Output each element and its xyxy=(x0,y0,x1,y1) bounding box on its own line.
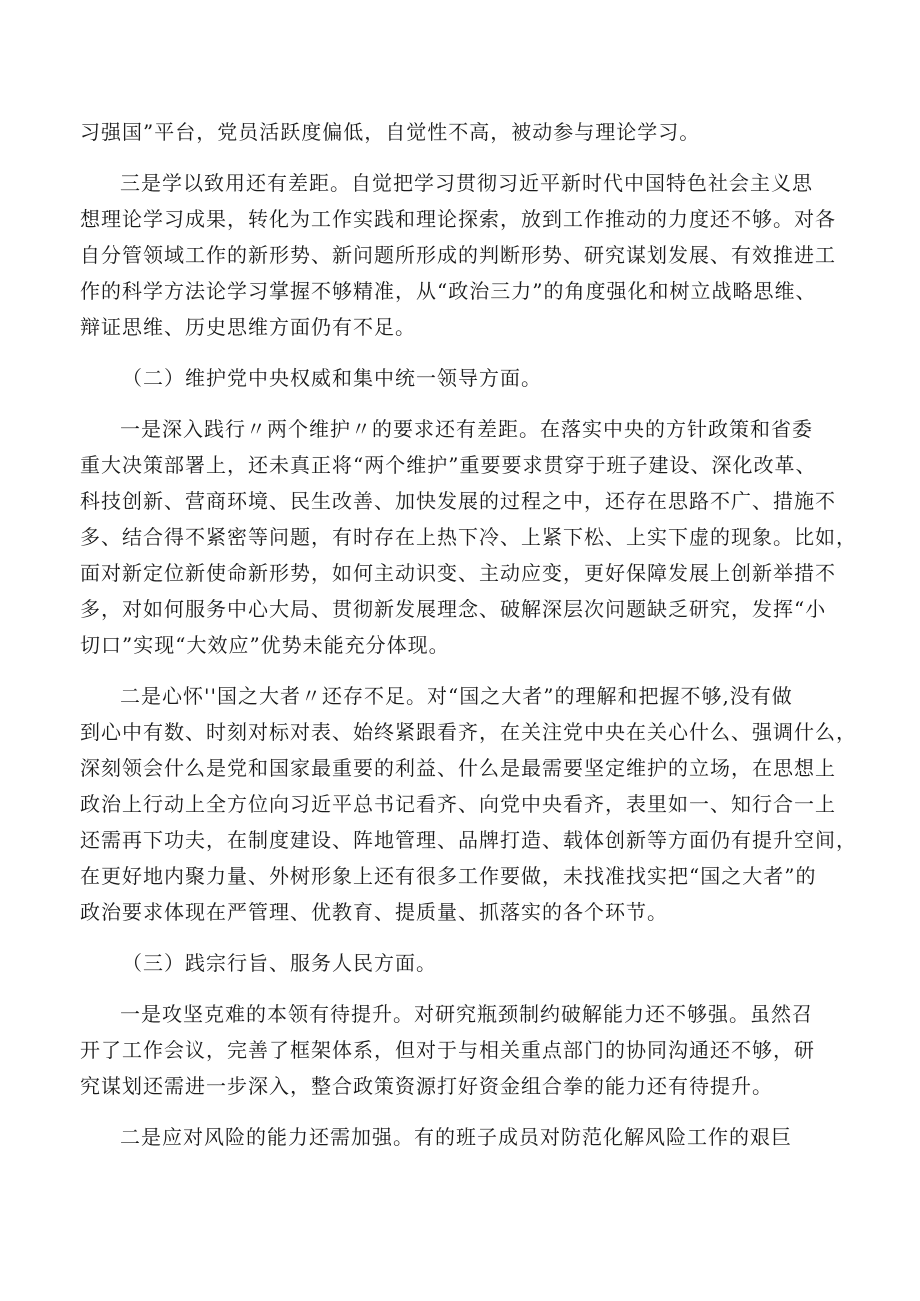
paragraph xyxy=(80,1119,860,1155)
text-line: 面对新定位新使命新形势，如何主动识变、主动应变，更好保障发展上创新举措不 xyxy=(80,561,836,585)
paragraph-gap xyxy=(80,1104,860,1119)
paragraph-gap xyxy=(80,150,860,165)
paragraph-gap xyxy=(80,930,860,945)
text-line: 想理论学习成果，转化为工作实践和理论探索，放到工作推动的力度还不够。对各 xyxy=(80,207,836,231)
paragraph-gap xyxy=(80,663,860,678)
paragraph-gap xyxy=(80,981,860,996)
text-line: 习强国”平台，党员活跃度偏低，自觉性不高，被动参与理论学习。 xyxy=(80,120,701,144)
text-line: 一是攻坚克难的本领有待提升。对研究瓶颈制约破解能力还不够强。虽然召 xyxy=(120,1002,813,1026)
text-line: （二）维护党中央权威和集中统一领导方面。 xyxy=(122,366,542,390)
paragraph xyxy=(80,114,860,150)
document-body xyxy=(80,114,860,1155)
text-line: 三是学以致用还有差距。自觉把学习贯彻习近平新时代中国特色社会主义思 xyxy=(120,171,813,195)
text-line: 切口”实现“大效应”优势未能充分体现。 xyxy=(80,633,450,657)
text-line: 政治上行动上全方位向习近平总书记看齐、向党中央看齐，表里如一、知行合一上 xyxy=(80,792,836,816)
text-line: 政治要求体现在严管理、优教育、提质量、抓落实的各个环节。 xyxy=(80,900,668,924)
text-line: 科技创新、营商环境、民生改善、加快发展的过程之中，还存在思路不广、措施不 xyxy=(80,489,836,513)
text-line: 作的科学方法论学习掌握不够精准，从“政治三力”的角度强化和树立战略思维、 xyxy=(80,279,817,303)
section-heading xyxy=(80,360,860,396)
paragraph xyxy=(80,996,860,1104)
paragraph xyxy=(80,678,860,930)
text-line: 深刻领会什么是党和国家最重要的利益、什么是最需要坚定维护的立场，在思想上 xyxy=(80,756,836,780)
text-line: 重大决策部署上，还未真正将“两个维护”重要要求贯穿于班子建设、深化改革、 xyxy=(80,453,817,477)
text-line: 多，对如何服务中心大局、贯彻新发展理念、破解深层次问题缺乏研究，发挥“小 xyxy=(80,597,827,621)
text-line: 辩证思维、历史思维方面仍有不足。 xyxy=(80,315,416,339)
text-line: 二是心怀''国之大者〃还存不足。对“国之大者”的理解和把握不够,没有做 xyxy=(120,684,793,708)
text-line: （三）践宗行旨、服务人民方面。 xyxy=(122,951,437,975)
section-heading xyxy=(80,945,860,981)
text-line: 二是应对风险的能力还需加强。有的班子成员对防范化解风险工作的艰巨 xyxy=(120,1125,792,1149)
paragraph xyxy=(80,411,860,663)
text-line: 多、结合得不紧密等问题，有时存在上热下冷、上紧下松、上实下虚的现象。比如， xyxy=(80,525,857,549)
paragraph-gap xyxy=(80,345,860,360)
text-line: 在更好地内聚力量、外树形象上还有很多工作要做，未找准找实把“国之大者”的 xyxy=(80,864,817,888)
paragraph-gap xyxy=(80,396,860,411)
text-line: 开了工作会议，完善了框架体系，但对于与相关重点部门的协同沟通还不够，研 xyxy=(80,1038,815,1062)
text-line: 一是深入践行〃两个维护〃的要求还有差距。在落实中央的方针政策和省委 xyxy=(120,417,813,441)
text-line: 到心中有数、时刻对标对表、始终紧跟看齐，在关注党中央在关心什么、强调什么， xyxy=(80,720,857,744)
text-line: 自分管领域工作的新形势、新问题所形成的判断形势、研究谋划发展、有效推进工 xyxy=(80,243,836,267)
text-line: 还需再下功夫，在制度建设、阵地管理、品牌打造、载体创新等方面仍有提升空间， xyxy=(80,828,857,852)
paragraph xyxy=(80,165,860,345)
text-line: 究谋划还需进一步深入，整合政策资源打好资金组合拳的能力还有待提升。 xyxy=(80,1074,773,1098)
